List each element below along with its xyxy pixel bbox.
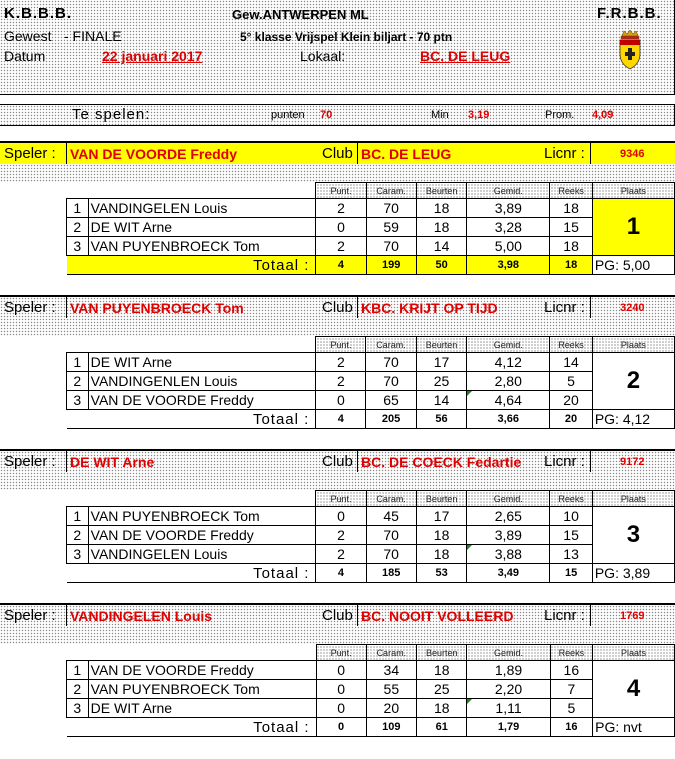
totaal-label: Totaal : [67,256,316,275]
beurten-cell: 18 [416,526,466,545]
club-label: Club [322,453,353,470]
total-gemid: 3,49 [467,564,550,583]
col-gemid: Gemid. [467,491,550,507]
gemid-cell: 1,11 [467,699,550,718]
section-spacer [0,626,675,644]
player-bar [0,141,675,164]
speler-label: Speler : [4,453,56,470]
opponent-name: VAN PUYENBROECK Tom [88,237,316,256]
gemid-cell: 5,00 [467,237,550,256]
caram-cell: 70 [366,526,416,545]
punt-cell: 0 [316,699,366,718]
opponent-name: VAN DE VOORDE Freddy [88,526,316,545]
total-beurten: 50 [416,256,466,275]
min-value: 3,19 [468,109,490,121]
col-plaats: Plaats [593,645,675,661]
results-table [66,490,675,583]
col-caram: Caram. [366,337,416,353]
reeks-cell: 16 [550,661,593,680]
punt-cell: 2 [316,372,366,391]
shield-crest-icon [615,30,645,70]
total-reeks: 15 [550,564,593,583]
prom-label: Prom. [545,109,575,121]
punt-cell: 2 [316,353,366,372]
header-spacer [67,337,316,353]
reeks-cell: 13 [550,545,593,564]
gemid-cell: 3,28 [467,218,550,237]
licnr-label: Licnr : [544,299,585,316]
col-punt: Punt. [316,645,366,661]
opponent-name: VAN PUYENBROECK Tom [88,680,316,699]
reeks-cell: 14 [550,353,593,372]
gemid-cell: 2,20 [467,680,550,699]
total-caram: 109 [366,718,416,737]
gemid-cell: 4,12 [467,353,550,372]
total-beurten: 53 [416,564,466,583]
caram-cell: 70 [366,372,416,391]
table-row [67,507,675,526]
beurten-cell: 25 [417,680,467,699]
club-name: BC. DE LEUG [361,146,452,162]
beurten-cell: 18 [417,699,467,718]
club-name: BC. NOOIT VOLLEERD [361,608,514,624]
pg-value: PG: 3,89 [592,564,674,583]
lokaal-label: Lokaal: [300,48,346,64]
match-index: 1 [67,507,89,526]
col-plaats: Plaats [592,337,674,353]
col-gemid: Gemid. [467,337,550,353]
punt-cell: 2 [316,237,366,256]
speler-label: Speler : [4,145,56,162]
col-caram: Caram. [366,183,416,199]
header-spacer [67,491,316,507]
totaal-label: Totaal : [67,410,316,429]
col-gemid: Gemid. [467,645,550,661]
prom-value: 4,09 [592,109,614,121]
club-name: BC. DE COECK Fedartie [361,454,522,470]
table-row [67,237,675,256]
player-name: VANDINGELEN Louis [70,608,213,624]
col-caram: Caram. [366,491,416,507]
datum-value: 22 januari 2017 [102,48,203,64]
total-caram: 199 [366,256,416,275]
table-row [67,218,675,237]
header-spacer [67,183,316,199]
opponent-name: VANDINGELEN Louis [88,199,316,218]
col-beurten: Beurten [416,491,466,507]
total-reeks: 20 [550,410,593,429]
table-row [67,353,675,372]
punt-cell: 0 [316,680,366,699]
total-gemid: 3,98 [467,256,550,275]
col-reeks: Reeks [550,337,593,353]
caram-cell: 45 [366,507,416,526]
section-spacer [0,472,675,490]
club-label: Club [322,607,353,624]
opponent-name: VAN DE VOORDE Freddy [88,391,316,410]
pg-value: PG: nvt [593,718,675,737]
datum-label: Datum [4,48,46,64]
col-reeks: Reeks [550,183,593,199]
punt-cell: 0 [316,391,366,410]
play-conditions-row [0,104,675,126]
total-row [67,718,675,737]
gewest-label: Gewest [4,28,52,44]
table-row [67,661,675,680]
club-label: Club [322,299,353,316]
reeks-cell: 18 [550,237,593,256]
licnr-label: Licnr : [544,607,585,624]
reeks-cell: 10 [550,507,593,526]
caram-cell: 20 [366,699,416,718]
punten-value: 70 [320,109,333,121]
gemid-cell: 3,88 [467,545,550,564]
gemid-cell: 3,89 [467,526,550,545]
totaal-label: Totaal : [67,564,316,583]
place-value: 1 [592,199,674,256]
org-left: K.B.B.B. [4,5,72,22]
beurten-cell: 25 [416,372,466,391]
punt-cell: 2 [316,545,366,564]
table-row [67,372,675,391]
total-row [67,410,675,429]
col-reeks: Reeks [550,645,593,661]
place-value: 3 [592,507,674,564]
total-reeks: 16 [550,718,593,737]
total-punt: 0 [316,718,366,737]
caram-cell: 65 [366,391,416,410]
report-header [0,0,675,95]
place-value: 4 [593,661,675,718]
table-row [67,526,675,545]
reeks-cell: 15 [550,218,593,237]
beurten-cell: 17 [416,353,466,372]
gemid-cell: 4,64 [467,391,550,410]
match-index: 3 [67,237,89,256]
total-punt: 4 [316,564,366,583]
opponent-name: VAN PUYENBROECK Tom [88,507,316,526]
match-index: 3 [67,699,89,718]
licnr-label: Licnr : [544,453,585,470]
licnr-value: 1769 [620,610,645,622]
punten-label: punten [271,109,305,121]
col-beurten: Beurten [416,337,466,353]
total-caram: 185 [366,564,416,583]
opponent-name: DE WIT Arne [88,353,316,372]
table-row [67,699,675,718]
opponent-name: VAN DE VOORDE Freddy [88,661,316,680]
gemid-cell: 2,65 [467,507,550,526]
caram-cell: 34 [366,661,416,680]
col-plaats: Plaats [592,183,674,199]
caram-cell: 59 [366,218,416,237]
col-punt: Punt. [316,337,366,353]
org-right: F.R.B.B. [597,5,662,22]
match-index: 1 [67,353,89,372]
licnr-value: 9346 [620,148,645,160]
licnr-label: Licnr : [544,145,585,162]
total-beurten: 56 [416,410,466,429]
header-spacer [67,645,317,661]
section-spacer [0,164,675,182]
reeks-cell: 5 [550,372,593,391]
total-gemid: 1,79 [467,718,550,737]
licnr-value: 9172 [620,456,645,468]
section-spacer [0,318,675,336]
speler-label: Speler : [4,607,56,624]
club-label: Club [322,145,353,162]
beurten-cell: 18 [417,661,467,680]
table-row [67,391,675,410]
total-beurten: 61 [417,718,467,737]
match-index: 2 [67,526,89,545]
match-index: 2 [67,680,89,699]
gemid-cell: 2,80 [467,372,550,391]
beurten-cell: 17 [416,507,466,526]
col-plaats: Plaats [592,491,674,507]
results-table [66,336,675,429]
caram-cell: 70 [366,545,416,564]
col-reeks: Reeks [550,491,593,507]
opponent-name: DE WIT Arne [88,699,316,718]
player-name: VAN DE VOORDE Freddy [70,146,237,162]
total-punt: 4 [316,410,366,429]
beurten-cell: 18 [416,199,466,218]
col-caram: Caram. [366,645,416,661]
speler-label: Speler : [4,299,56,316]
col-punt: Punt. [316,183,366,199]
match-index: 3 [67,391,89,410]
player-name: DE WIT Arne [70,454,155,470]
competition-subtitle: 5° klasse Vrijspel Klein biljart - 70 ptn [240,30,453,44]
reeks-cell: 18 [550,199,593,218]
match-index: 2 [67,372,89,391]
match-index: 1 [67,199,89,218]
table-row [67,680,675,699]
reeks-cell: 15 [550,526,593,545]
gemid-cell: 3,89 [467,199,550,218]
pg-value: PG: 4,12 [592,410,674,429]
col-beurten: Beurten [417,645,467,661]
lokaal-value: BC. DE LEUG [420,48,511,64]
match-index: 2 [67,218,89,237]
player-bar [0,449,675,472]
col-beurten: Beurten [416,183,466,199]
punt-cell: 0 [316,661,366,680]
player-bar [0,295,675,318]
caram-cell: 70 [366,353,416,372]
match-index: 3 [67,545,89,564]
punt-cell: 0 [316,218,366,237]
results-table [66,644,675,737]
player-bar [0,603,675,626]
min-label: Min [431,109,449,121]
opponent-name: VANDINGENLEN Louis [88,372,316,391]
results-table [66,182,675,275]
place-value: 2 [592,353,674,410]
table-row [67,199,675,218]
total-punt: 4 [316,256,366,275]
club-name: KBC. KRIJT OP TIJD [361,300,498,316]
gemid-cell: 1,89 [467,661,550,680]
total-caram: 205 [366,410,416,429]
punt-cell: 0 [316,507,366,526]
total-row [67,564,675,583]
caram-cell: 55 [366,680,416,699]
beurten-cell: 14 [416,237,466,256]
gewest-value: - FINALE [64,28,122,44]
col-punt: Punt. [316,491,366,507]
opponent-name: VANDINGELEN Louis [88,545,316,564]
beurten-cell: 18 [416,218,466,237]
total-gemid: 3,66 [467,410,550,429]
region-title: Gew.ANTWERPEN ML [232,7,369,22]
pg-value: PG: 5,00 [592,256,674,275]
reeks-cell: 5 [550,699,593,718]
caram-cell: 70 [366,237,416,256]
totaal-label: Totaal : [67,718,317,737]
total-row [67,256,675,275]
punt-cell: 2 [316,526,366,545]
play-label: Te spelen: [72,106,151,123]
total-reeks: 18 [550,256,593,275]
opponent-name: DE WIT Arne [88,218,316,237]
col-gemid: Gemid. [467,183,550,199]
match-index: 1 [67,661,89,680]
reeks-cell: 20 [550,391,593,410]
beurten-cell: 18 [416,545,466,564]
player-name: VAN PUYENBROECK Tom [70,300,244,316]
table-row [67,545,675,564]
licnr-value: 3240 [620,302,645,314]
caram-cell: 70 [366,199,416,218]
reeks-cell: 7 [550,680,593,699]
beurten-cell: 14 [416,391,466,410]
punt-cell: 2 [316,199,366,218]
